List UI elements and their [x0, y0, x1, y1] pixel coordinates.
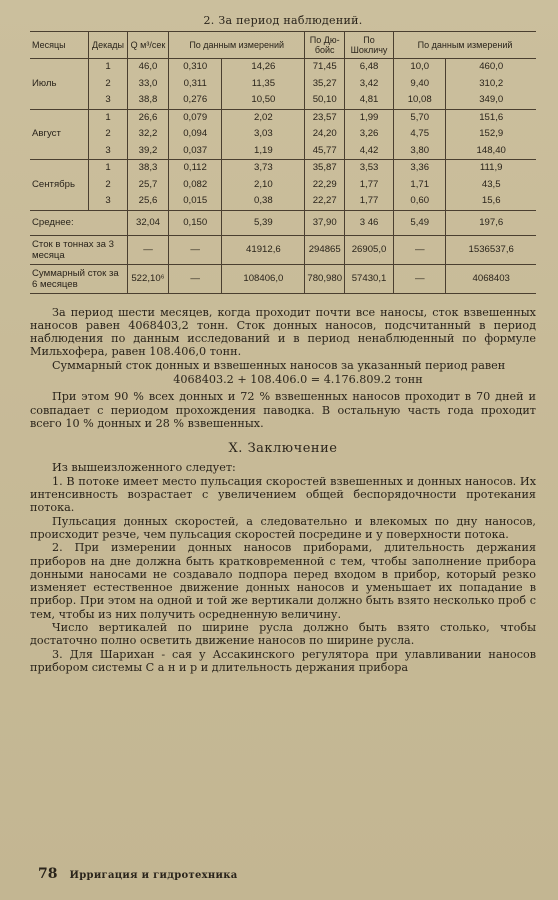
section-title: X. Заключение — [228, 441, 338, 457]
table-cell: 24,20 — [305, 126, 345, 143]
summary-cell: 37,90 — [305, 210, 345, 235]
page-footer — [38, 866, 238, 882]
table-cell: 71,45 — [305, 59, 345, 76]
summary-cell: — — [169, 235, 222, 264]
table-cell: 148,40 — [446, 143, 536, 160]
table-cell: 3 — [89, 193, 128, 210]
table-cell: 3,36 — [394, 160, 446, 177]
table-cell: 2 — [89, 126, 128, 143]
table-cell: 10,0 — [394, 59, 446, 76]
table-cell: 25,7 — [128, 177, 169, 194]
conclusion-3: 3. Для Шарихан - сая у Ассакинского регулятора при улавливании наносов прибором системы С а н и р и длительность держания прибора — [30, 647, 536, 674]
summary-cell: 108406,0 — [222, 264, 305, 293]
table-cell: 22,27 — [305, 193, 345, 210]
summary-cell: 780,980 — [305, 264, 345, 293]
table-cell: 4,75 — [394, 126, 446, 143]
table-row — [30, 59, 536, 76]
conclusion-intro: Из вышеизложенного следует: — [52, 461, 236, 475]
table-cell: 3,03 — [222, 126, 305, 143]
header-measured-1: По данным измерений — [169, 32, 305, 59]
summary-cell: 522,10⁶ — [128, 264, 169, 293]
table-cell: 0,082 — [169, 177, 222, 194]
table-cell: 46,0 — [128, 59, 169, 76]
table-row — [30, 126, 536, 143]
table-cell: 0,276 — [169, 92, 222, 109]
conclusion-2: 2. При измерении донных наносов приборами, длительность держания приборов на дне должна быть кратковременной с тем, чтобы заполнение прибора донными наносами не создавало подпора перед входом в прибор, который резко изменяет естественное движение донных наносов и уменьшает их попадание в прибор. При этом на одной и той же вертикали должно быть взято несколько проб с тем, чтобы из них получить осредненную величину. — [30, 541, 536, 621]
table-cell: 38,3 — [128, 160, 169, 177]
table-cell: Сентябрь — [32, 178, 75, 190]
table-cell: 39,2 — [128, 143, 169, 160]
table-cell: 2,02 — [222, 109, 305, 126]
table-cell: 50,10 — [305, 92, 345, 109]
table-cell: 1,99 — [345, 109, 394, 126]
summary-cell: 26905,0 — [345, 235, 394, 264]
table-cell: 10,50 — [222, 92, 305, 109]
summary-row-average — [30, 210, 536, 235]
page-number: 78 — [38, 866, 58, 882]
table-row — [30, 177, 536, 194]
header-duboys: По Дю-бойс — [305, 32, 345, 59]
formula: 4068403.2 + 108.406.0 = 4.176.809.2 тонн — [173, 372, 423, 386]
sediment-table — [30, 31, 536, 294]
table-cell: 0,094 — [169, 126, 222, 143]
table-cell — [30, 59, 89, 76]
conclusion-2b: Число вертикалей по ширине русла должно быть взято столько, чтобы достаточно полно осветить движение наносов по ширине русла. — [30, 621, 536, 648]
table-cell: 0,60 — [394, 193, 446, 210]
table-header-row — [30, 32, 536, 59]
summary-cell: 5,39 — [222, 210, 305, 235]
summary-cell: 1536537,6 — [446, 235, 536, 264]
summary-row-stock6 — [30, 264, 536, 293]
table-cell — [30, 109, 89, 126]
table-cell: 35,87 — [305, 160, 345, 177]
summary-cell: 3 46 — [345, 210, 394, 235]
summary-label: Сток в тоннах за 3 месяца — [30, 235, 128, 264]
table-row — [30, 109, 536, 126]
conclusion-1b: Пульсация донных скоростей, а следовательно и влекомых по дну наносов, происходит резче, чем пульсация скоростей посредине и у поверхности потока. — [30, 514, 536, 541]
table-cell: 111,9 — [446, 160, 536, 177]
summary-cell: — — [169, 264, 222, 293]
summary-cell: 41912,6 — [222, 235, 305, 264]
summary-cell: — — [394, 235, 446, 264]
table-cell: 3,26 — [345, 126, 394, 143]
table-cell — [30, 92, 89, 109]
table-cell: 3,53 — [345, 160, 394, 177]
summary-label: Суммарный сток за 6 месяцев — [30, 264, 128, 293]
table-cell: 0,037 — [169, 143, 222, 160]
running-head: 2. За период наблюдений. — [203, 14, 363, 27]
table-cell: 33,0 — [128, 76, 169, 93]
table-cell: 310,2 — [446, 76, 536, 93]
table-cell: 151,6 — [446, 109, 536, 126]
table-cell: 3,73 — [222, 160, 305, 177]
table-cell — [30, 193, 89, 210]
body-text — [30, 306, 536, 675]
table-cell: 11,35 — [222, 76, 305, 93]
summary-cell: 4068403 — [446, 264, 536, 293]
table-cell: 1 — [89, 160, 128, 177]
table-cell: 3 — [89, 143, 128, 160]
header-decades: Декады — [89, 32, 128, 59]
summary-cell: 0,150 — [169, 210, 222, 235]
paragraph-percent: При этом 90 % всех донных и 72 % взвешенных наносов проходит в 70 дней и совпадает с периодом прохождения паводка. В остальную часть года проходит всего 10 % донных и 28 % взвешенных. — [30, 390, 536, 430]
table-cell: 0,310 — [169, 59, 222, 76]
header-measured-2: По данным измерений — [394, 32, 536, 59]
table-cell: 25,6 — [128, 193, 169, 210]
table-cell: 1,71 — [394, 177, 446, 194]
summary-cell: 197,6 — [446, 210, 536, 235]
table-cell: 152,9 — [446, 126, 536, 143]
table-row — [30, 76, 536, 93]
summary-cell: — — [394, 264, 446, 293]
table-cell: 1 — [89, 59, 128, 76]
table-cell: 22,29 — [305, 177, 345, 194]
summary-cell: 294865 — [305, 235, 345, 264]
paragraph-total: Суммарный сток донных и взвешенных наносов за указанный период равен — [52, 358, 506, 372]
table-cell: 45,77 — [305, 143, 345, 160]
summary-row-stock3 — [30, 235, 536, 264]
header-months: Месяцы — [30, 32, 89, 59]
table-cell: 35,27 — [305, 76, 345, 93]
summary-cell: 57430,1 — [345, 264, 394, 293]
table-cell — [30, 143, 89, 160]
table-cell: 10,08 — [394, 92, 446, 109]
table-cell: Август — [32, 128, 61, 139]
summary-label: Среднее: — [30, 210, 128, 235]
summary-cell: 5,49 — [394, 210, 446, 235]
table-cell: 38,8 — [128, 92, 169, 109]
table-cell: 26,6 — [128, 109, 169, 126]
table-cell: 32,2 — [128, 126, 169, 143]
table-row — [30, 92, 536, 109]
header-schoklitsch: По Шокличу — [345, 32, 394, 59]
table-cell: 14,26 — [222, 59, 305, 76]
table-cell: 349,0 — [446, 92, 536, 109]
table-cell: 0,38 — [222, 193, 305, 210]
table-cell: 2 — [89, 76, 128, 93]
table-cell: 2 — [89, 177, 128, 194]
table-cell: 1,77 — [345, 177, 394, 194]
table-cell: 4,42 — [345, 143, 394, 160]
table-cell: 0,015 — [169, 193, 222, 210]
paragraph-period: За период шести месяцев, когда проходит почти все наносы, сток взвешенных наносов равен 4068403,2 тонн. Сток донных наносов, подсчитанный в период наблюдения по данным исследований и в период ненаблюденный по формуле Мильхофера, равен 108.406,0 тонн. — [30, 305, 536, 359]
table-cell: 5,70 — [394, 109, 446, 126]
table-cell: 2,10 — [222, 177, 305, 194]
conclusion-1: 1. В потоке имеет место пульсация скоростей взвешенных и донных наносов. Их интенсивность возрастает с увеличением общей беспорядочности протекания потока. — [30, 474, 536, 515]
journal-name: Ирригация и гидротехника — [69, 870, 238, 881]
summary-cell: — — [128, 235, 169, 264]
table-cell: Июль — [32, 77, 57, 89]
table-body — [30, 59, 536, 294]
table-cell: 1,19 — [222, 143, 305, 160]
table-cell: 3,42 — [345, 76, 394, 93]
table-cell: 3,80 — [394, 143, 446, 160]
table-cell: 23,57 — [305, 109, 345, 126]
table-cell: 0,079 — [169, 109, 222, 126]
table-cell: 1,77 — [345, 193, 394, 210]
table-cell: 9,40 — [394, 76, 446, 93]
table-row — [30, 160, 536, 177]
table-cell: 0,112 — [169, 160, 222, 177]
table-cell: 43,5 — [446, 177, 536, 194]
table-row — [30, 193, 536, 210]
table-cell: 3 — [89, 92, 128, 109]
table-cell: 6,48 — [345, 59, 394, 76]
table-cell — [30, 160, 89, 177]
table-cell: 1 — [89, 109, 128, 126]
table-row — [30, 143, 536, 160]
table-cell: 4,81 — [345, 92, 394, 109]
header-discharge: Q м³/сек — [128, 32, 169, 59]
table-cell: 0,311 — [169, 76, 222, 93]
table-cell: 460,0 — [446, 59, 536, 76]
table-cell: 15,6 — [446, 193, 536, 210]
summary-cell: 32,04 — [128, 210, 169, 235]
